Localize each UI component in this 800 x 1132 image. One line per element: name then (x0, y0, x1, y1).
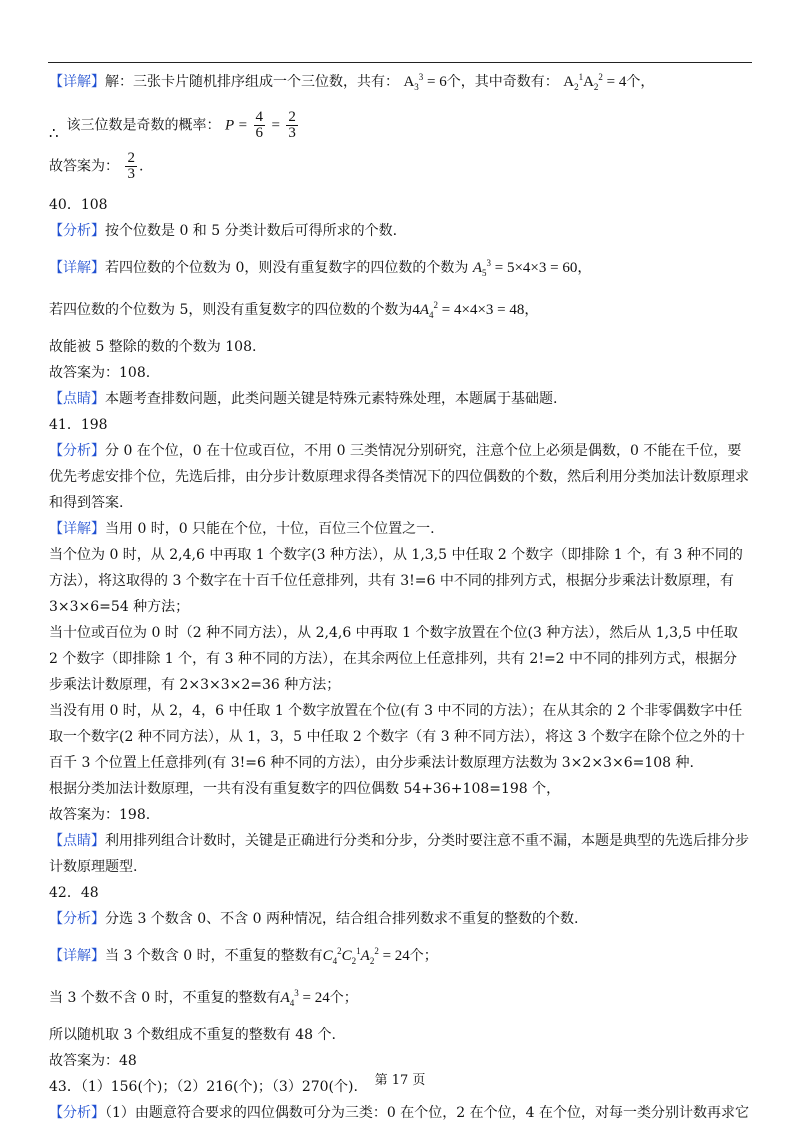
q41-detail: 【详解】当用 0 时，0 只能在个位，十位，百位三个位置之一. (49, 521, 435, 537)
formula-a33: $A_3^3 = 6$ (403, 72, 447, 92)
page-content (49, 64, 751, 1126)
fraction-4-6: $\frac{4}{6}$ (255, 109, 264, 141)
header-rule (48, 62, 752, 63)
q41-line4: 根据分类加法计数原理，一共有没有重复数字的四位偶数 54+36+108=198 个， (49, 781, 561, 797)
q40-detail: 【详解】若四位数的个位数为 0，则没有重复数字的四位数的个数为 $A_5^3 = 5\times 4\times 3 = 60$， (49, 258, 592, 278)
paragraph-p1: 【详解】解：三张卡片随机排序组成一个三位数，共有： $A_3^3 = 6$个，其中奇数有： $A_2^1A_2^2 = 4$个， (49, 72, 655, 92)
fraction-answer: $\frac{2}{3}$ (127, 150, 135, 182)
q41-line5: 故答案为：198. (49, 807, 151, 823)
q41-analysis: 【分析】分 0 在个位，0 在十位或百位，不用 0 三类情况分别研究，注意个位上必须是偶数，0 不能在千位，要优先考虑安排个位，先选后排，由分步计数原理求得各类情况下的四位偶数的个数，然后利用分类加法计数原理求和得到答案. (49, 443, 749, 511)
fraction-2-3: $\frac{2}{3}$ (288, 109, 296, 141)
q42-detail: 【详解】当 3 个数含 0 时，不重复的整数有$C_4^2C_2^1A_2^2 = 24$个； (49, 946, 438, 966)
question-42-title: 42．48 (49, 885, 99, 901)
q40-line4: 故答案为：108. (49, 365, 151, 381)
question-43-title: 43．（1）156(个)；（2）216(个)；（3）270(个). (49, 1079, 358, 1095)
formula-probability: P (225, 117, 235, 134)
formula-a43: $A_4^3 = 24$ (280, 988, 330, 1008)
q42-line2: 当 3 个数不含 0 时，不重复的整数有$A_4^3 = 24$个； (49, 988, 358, 1008)
formula-a53: A (472, 260, 482, 276)
q43-analysis: 【分析】（1）由题意符合要求的四位偶数可分为三类：0 在个位，2 在个位，4 在个位，对每一类分别计数再求它 (49, 1105, 749, 1121)
page-number: 第 17 页 (374, 1073, 426, 1088)
q40-analysis: 【分析】按个位数是 0 和 5 分类计数后可得所求的个数. (49, 223, 398, 239)
tag-detail: 【详解】 (49, 74, 105, 90)
q42-line3: 所以随机取 3 个数组成不重复的整数有 48 个. (49, 1027, 336, 1043)
formula-4a42: $4A_4^2 = 4\times 4\times 3 = 48$ (412, 300, 525, 320)
q41-line2: 当十位或百位为 0 时（2 种不同方法），从 2,4,6 中再取 1 个数字放置在个位(3 种方法），然后从 1,3,5 中任取 2 个数字（即排除 1 个，有 3 种不同的方法），在其余两位上任意排列，共有 2!=2 中不同的排列方式，根据分步乘法计数原理，有 2×3×3×2=36 种方法； (49, 625, 738, 693)
q40-line2: 若四位数的个位数为 5，则没有重复数字的四位数的个数为$4A_4^2 = 4\times 4\times 3 = 48$， (49, 300, 539, 320)
formula-c42c21a22: $C_4^2C_2^1A_2^2 = 24$ (322, 946, 410, 966)
formula-a21a22: $A_2^1A_2^2 = 4$ (563, 72, 627, 92)
q42-line4: 故答案为：48 (49, 1053, 137, 1069)
paragraph-p3: 故答案为： $\frac{2}{3}$ . (49, 150, 144, 182)
question-41-title: 41．198 (49, 417, 108, 433)
q42-analysis: 【分析】分选 3 个数含 0、不含 0 两种情况，结合组合排列数求不重复的整数的个数. (49, 911, 579, 927)
q41-line1: 当个位为 0 时，从 2,4,6 中再取 1 个数字(3 种方法），从 1,3,5 中任取 2 个数字（即排除 1 个，有 3 种不同的方法），将这取得的 3 个数字在十百千位任意排列，共有 3!=6 中不同的排列方式，根据分步乘法计数原理，有 3×3×6=54 种方法； (49, 547, 743, 615)
q41-line3: 当没有用 0 时，从 2，4，6 中任取 1 个数字放置在个位(有 3 中不同的方法）；在从其余的 2 个非零偶数字中任取一个数字(2 种不同方法），从 1，3，5 中任取 2 个数字（有 3 种不同方法），将这 3 个数字在除个位之外的十百千 3 个位置上任意排列(有 3!=6 种不同的方法），由分步乘法计数原理方法数为 3×2×3×6=108 种. (49, 703, 745, 771)
question-40-title: 40．108 (49, 197, 108, 213)
therefore-symbol: ∴ (49, 123, 59, 142)
q40-line3: 故能被 5 整除的数的个数为 108. (49, 339, 257, 355)
q41-remark: 【点睛】利用排列组合计数时，关键是正确进行分类和分步，分类时要注意不重不漏，本题是典型的先选后排分步计数原理题型. (49, 833, 749, 875)
paragraph-p2: ∴ 该三位数是奇数的概率： P = $\frac{4}{6}$ = $\frac{2}{3}$ (49, 109, 296, 142)
q40-remark: 【点睛】本题考查排数问题，此类问题关键是特殊元素特殊处理，本题属于基础题. (49, 391, 558, 407)
